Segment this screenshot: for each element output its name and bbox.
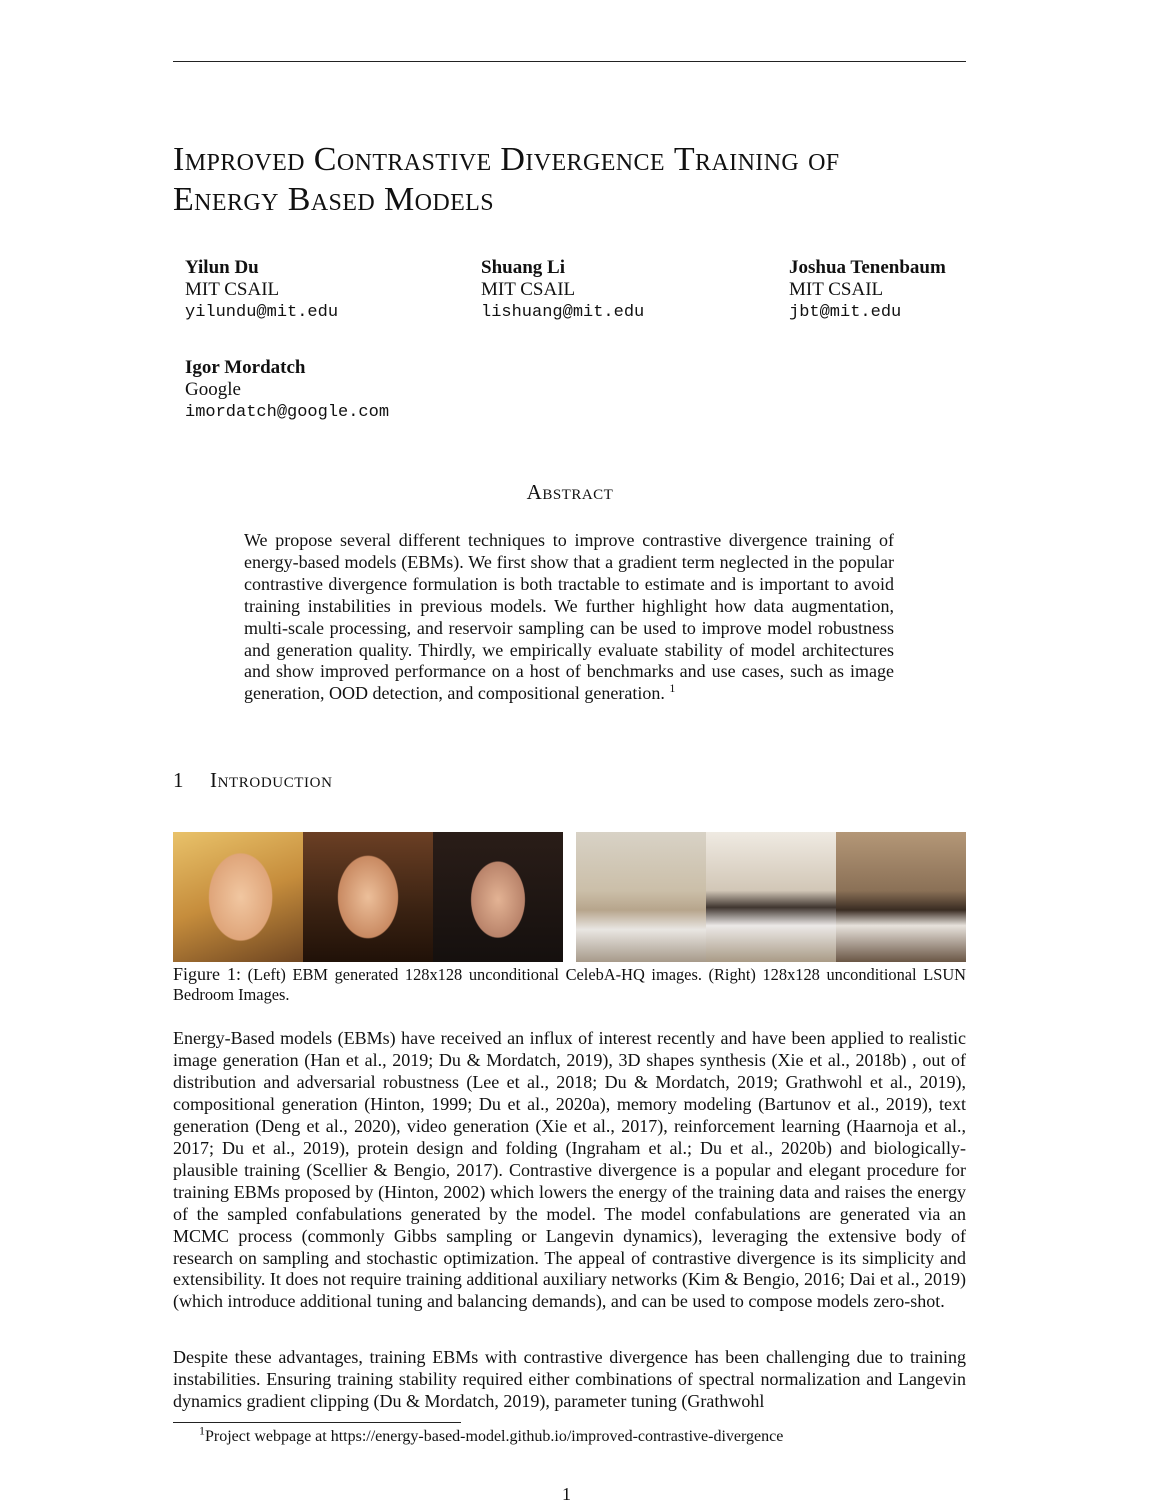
title-word: of	[808, 141, 840, 178]
author-email: yilundu@mit.edu	[185, 303, 339, 322]
figure-caption-text: (Left) EBM generated 128x128 unconditional CelebA-HQ images. (Right) 128x128 unconditional LSUN Bedroom Images.	[173, 965, 966, 1004]
author-email: imordatch@google.com	[185, 403, 390, 422]
abstract-heading: Abstract	[526, 480, 614, 504]
author-name: Yilun Du	[185, 257, 259, 278]
abstract-text	[244, 530, 894, 705]
top-rule	[173, 61, 966, 62]
author-affiliation: MIT CSAIL	[481, 279, 576, 300]
generated-face-image	[303, 832, 433, 962]
author-name: Igor Mordatch	[185, 357, 306, 378]
generated-bedroom-image	[836, 832, 966, 962]
title-word: Based	[287, 181, 376, 218]
author-block	[185, 357, 389, 424]
title-word: Divergence	[500, 141, 665, 178]
footnote-rule	[173, 1422, 461, 1423]
figure-left-panel	[173, 832, 563, 962]
section-title: Introduction	[210, 768, 333, 792]
footnote	[199, 1423, 784, 1446]
section-number: 1	[173, 768, 184, 792]
author-affiliation: MIT CSAIL	[789, 279, 884, 300]
generated-face-image	[433, 832, 563, 962]
body-paragraph: Energy-Based models (EBMs) have received an influx of interest recently and have been applied to realistic image generation (Han et al., 2019; Du & Mordatch, 2019), 3D shapes synthesis (Xie et al., 2018b) , out of distribution and adversarial robustness (Lee et al., 2018; Du & Mordatch, 2019; Grathwohl et al., 2019), compositional generation (Hinton, 1999; Du et al., 2020a), memory modeling (Bartunov et al., 2019), text generation (Deng et al., 2020), video generation (Xie et al., 2017), reinforcement learning (Haarnoja et al., 2017; Du et al., 2019), protein design and folding (Ingraham et al.; Du et al., 2020b) and biologically-plausible training (Scellier & Bengio, 2017). Contrastive divergence is a popular and elegant procedure for training EBMs proposed by (Hinton, 2002) which lowers the energy of the training data and raises the energy of the sampled confabulations generated by the model. The model confabulations are generated via an MCMC process (commonly Gibbs sampling or Langevin dynamics), leveraging the extensive body of research on sampling and stochastic optimization. The appeal of contrastive divergence is its simplicity and extensibility. It does not require training additional auxiliary networks (Kim & Bengio, 2016; Dai et al., 2019) (which introduce additional tuning and balancing demands), and can be used to compose models zero-shot.	[173, 1028, 966, 1312]
generated-bedroom-image	[706, 832, 836, 962]
author-affiliation: Google	[185, 379, 241, 400]
title-word: Improved	[173, 141, 305, 178]
section-heading	[173, 768, 333, 793]
author-block	[185, 257, 338, 324]
author-email: jbt@mit.edu	[789, 303, 902, 322]
author-block	[481, 257, 644, 324]
figure-right-panel	[576, 832, 966, 962]
author-name: Joshua Tenenbaum	[789, 257, 946, 278]
title-word: Models	[384, 181, 494, 218]
paper-title	[173, 140, 973, 220]
author-email: lishuang@mit.edu	[481, 303, 645, 322]
author-affiliation: MIT CSAIL	[185, 279, 280, 300]
footnote-number: 1	[199, 1423, 205, 1438]
title-word: Contrastive	[313, 141, 492, 178]
title-word: Energy	[173, 181, 279, 218]
title-word: Training	[673, 141, 800, 178]
generated-bedroom-image	[576, 832, 706, 962]
author-name: Shuang Li	[481, 257, 565, 278]
page-number: 1	[562, 1484, 571, 1504]
figure-label: Figure 1:	[173, 964, 242, 984]
author-block	[789, 257, 946, 324]
footnote-link[interactable]: Project webpage at https://energy-based-model.github.io/improved-contrastive-divergence	[205, 1428, 784, 1445]
footnote-mark: 1	[669, 681, 676, 696]
body-paragraph: Despite these advantages, training EBMs with contrastive divergence has been challenging due to training instabilities. Ensuring training stability required either combinations of spectral normalization and Langevin dynamics gradient clipping (Du & Mordatch, 2019), parameter tuning (Grathwohl	[173, 1347, 966, 1411]
abstract-body-text: We propose several different techniques to improve contrastive divergence training of energy-based models (EBMs). We first show that a gradient term neglected in the popular contrastive divergence formulation is both tractable to estimate and is important to avoid training instabilities in previous models. We further highlight how data augmentation, multi-scale processing, and reservoir sampling can be used to improve model robustness and generation quality. Thirdly, we empirically evaluate stability of model architectures and show improved performance on a host of benchmarks and use cases, such as image generation, OOD detection, and compositional generation.	[244, 530, 894, 704]
figure-caption	[173, 964, 966, 1005]
generated-face-image	[173, 832, 303, 962]
